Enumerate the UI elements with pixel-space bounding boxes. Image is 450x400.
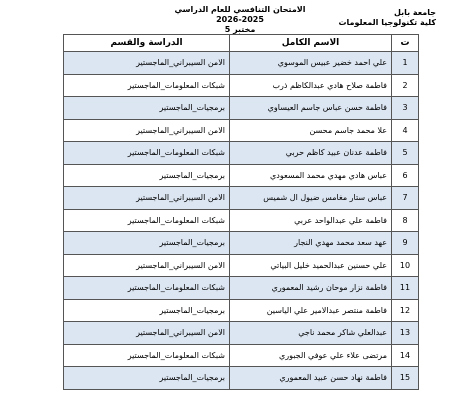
- study-department: شبكات المعلومات_الماجستير: [64, 209, 230, 232]
- study-department: شبكات المعلومات_الماجستير: [64, 344, 230, 367]
- column-header-name: الاسم الكامل: [230, 35, 392, 52]
- student-name: عهد سعد محمد مهدي النجار: [230, 232, 392, 255]
- student-name: فاطمة منتصر عبدالامير علي الياسين: [230, 299, 392, 322]
- table-row: [64, 187, 419, 210]
- lab-name: مختبر 5: [224, 25, 256, 34]
- student-name: علي حسنين عبدالحميد خليل البياتي: [230, 254, 392, 277]
- table-row: [64, 254, 419, 277]
- row-number: 14: [392, 344, 419, 367]
- table-row: [64, 52, 419, 75]
- student-name: علي احمد خضير عبيس الموسوي: [230, 52, 392, 75]
- table-header-row: [64, 35, 419, 52]
- study-department: برمجيات_الماجستير: [64, 299, 230, 322]
- study-department: شبكات المعلومات_الماجستير: [64, 142, 230, 165]
- student-name: فاطمة عدنان عبيد كاظم حربي: [230, 142, 392, 165]
- row-number: 3: [392, 97, 419, 120]
- study-department: برمجيات_الماجستير: [64, 367, 230, 390]
- student-name: مرتضى علاء علي عوفي الجبوري: [230, 344, 392, 367]
- study-department: برمجيات_الماجستير: [64, 97, 230, 120]
- college-name: كلية تكنولوجيا المعلومات: [338, 18, 436, 27]
- university-name: جامعة بابل: [393, 8, 436, 17]
- student-name: علا محمد جاسم محسن: [230, 119, 392, 142]
- student-name: فاطمة حسن عباس جاسم العيساوي: [230, 97, 392, 120]
- row-number: 13: [392, 322, 419, 345]
- study-department: الامن السيبراني_الماجستير: [64, 52, 230, 75]
- student-name: فاطمة صلاح هادي عبدالكاظم ذرب: [230, 74, 392, 97]
- row-number: 2: [392, 74, 419, 97]
- exam-title: الامتحان التنافسي للعام الدراسي 2025-2026: [174, 5, 306, 24]
- students-table: [63, 34, 419, 390]
- table-row: [64, 74, 419, 97]
- student-name: عباس ستار مغامس ضيول ال شميس: [230, 187, 392, 210]
- study-department: الامن السيبراني_الماجستير: [64, 187, 230, 210]
- row-number: 4: [392, 119, 419, 142]
- table-row: [64, 232, 419, 255]
- exam-header: [170, 5, 310, 35]
- row-number: 1: [392, 52, 419, 75]
- row-number: 11: [392, 277, 419, 300]
- column-header-number: ت: [392, 35, 419, 52]
- column-header-department: الدراسة والقسم: [64, 35, 230, 52]
- table-row: [64, 119, 419, 142]
- study-department: الامن السيبراني_الماجستير: [64, 119, 230, 142]
- table-row: [64, 299, 419, 322]
- row-number: 6: [392, 164, 419, 187]
- student-name: فاطمة نهاد حسن عبيد المعموري: [230, 367, 392, 390]
- table-row: [64, 97, 419, 120]
- table-row: [64, 142, 419, 165]
- row-number: 12: [392, 299, 419, 322]
- study-department: برمجيات_الماجستير: [64, 232, 230, 255]
- student-name: عبدالعلي شاكر محمد ناجي: [230, 322, 392, 345]
- study-department: شبكات المعلومات_الماجستير: [64, 74, 230, 97]
- table-row: [64, 367, 419, 390]
- study-department: الامن السيبراني_الماجستير: [64, 322, 230, 345]
- row-number: 7: [392, 187, 419, 210]
- row-number: 8: [392, 209, 419, 232]
- student-name: فاطمة نزار موحان رشيد المعموري: [230, 277, 392, 300]
- study-department: شبكات المعلومات_الماجستير: [64, 277, 230, 300]
- row-number: 9: [392, 232, 419, 255]
- table-row: [64, 164, 419, 187]
- student-name: عباس هادي مهدي محمد المسعودي: [230, 164, 392, 187]
- study-department: برمجيات_الماجستير: [64, 164, 230, 187]
- study-department: الامن السيبراني_الماجستير: [64, 254, 230, 277]
- table-row: [64, 344, 419, 367]
- table-row: [64, 209, 419, 232]
- table-row: [64, 322, 419, 345]
- row-number: 10: [392, 254, 419, 277]
- row-number: 15: [392, 367, 419, 390]
- table-row: [64, 277, 419, 300]
- institution-header: [339, 8, 437, 28]
- student-name: فاطمة علي عبدالواحد عربي: [230, 209, 392, 232]
- row-number: 5: [392, 142, 419, 165]
